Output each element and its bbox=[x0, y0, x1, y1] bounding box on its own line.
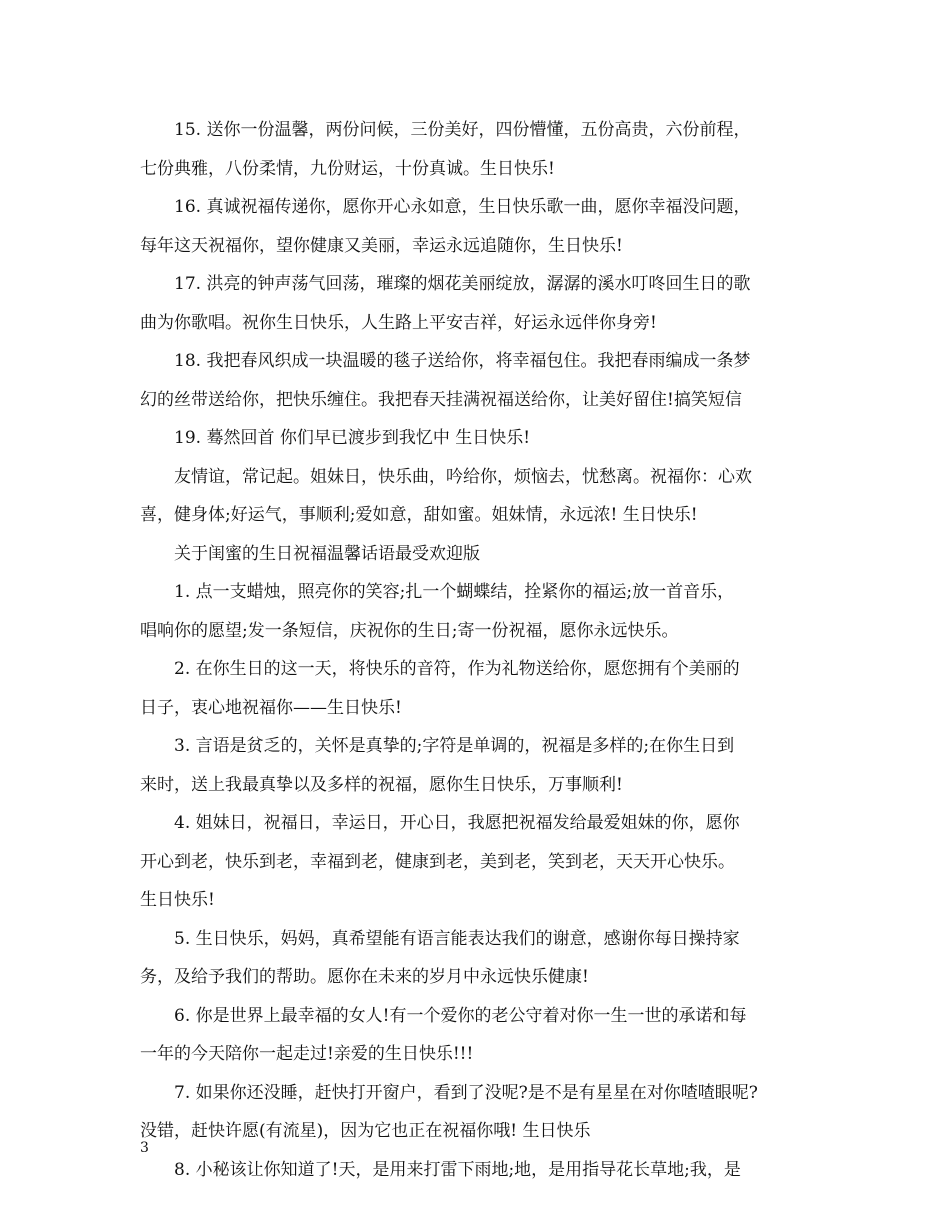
text-line: 15. 送你一份温馨，两份问候，三份美好，四份懵懂，五份高贵，六份前程， bbox=[140, 120, 751, 140]
text-line: 19. 蓦然回首 你们早已渡步到我忆中 生日快乐! bbox=[140, 428, 531, 448]
page-number: 3 bbox=[140, 1140, 149, 1156]
section-heading: 关于闺蜜的生日祝福温馨话语最受欢迎版 bbox=[140, 543, 480, 564]
text-line: 友情谊，常记起。姐妹日，快乐曲，吟给你，烦恼去，忧愁离。祝福你：心欢 bbox=[140, 466, 752, 487]
text-line: 8. 小秘该让你知道了!天，是用来打雷下雨地;地，是用指导花长草地;我，是 bbox=[140, 1159, 741, 1180]
text-line: 一年的今天陪你一起走过!亲爱的生日快乐!!! bbox=[140, 1044, 474, 1064]
document-body bbox=[140, 118, 816, 1182]
text-line: 每年这天祝福你，望你健康又美丽，幸运永远追随你，生日快乐! bbox=[140, 235, 623, 256]
text-line: 2. 在你生日的这一天，将快乐的音符，作为礼物送给你，愿您拥有个美丽的 bbox=[140, 659, 740, 679]
text-line: 唱响你的愿望;发一条短信，庆祝你的生日;寄一份祝福，愿你永远快乐。 bbox=[140, 620, 679, 641]
text-line: 务，及给予我们的帮助。愿你在未来的岁月中永远快乐健康! bbox=[140, 967, 589, 987]
text-line: 日子，衷心地祝福你——生日快乐! bbox=[140, 697, 402, 718]
text-line: 生日快乐! bbox=[140, 890, 215, 910]
text-line: 七份典雅，八份柔情，九份财运，十份真诚。生日快乐! bbox=[140, 158, 555, 179]
text-line: 喜，健身体;好运气，事顺利;爱如意，甜如蜜。姐妹情，永远浓! 生日快乐! bbox=[140, 505, 698, 525]
text-line: 3. 言语是贫乏的，关怀是真挚的;字符是单调的，祝福是多样的;在你生日到 bbox=[140, 736, 735, 756]
text-line: 7. 如果你还没睡，赶快打开窗户，看到了没呢?是不是有星星在对你喳喳眼呢? bbox=[140, 1082, 758, 1103]
text-line: 1. 点一支蜡烛，照亮你的笑容;扎一个蝴蝶结，拴紧你的福运;放一首音乐， bbox=[140, 582, 735, 602]
text-line: 16. 真诚祝福传递你，愿你开心永如意，生日快乐歌一曲，愿你幸福没问题， bbox=[140, 197, 751, 217]
text-line: 17. 洪亮的钟声荡气回荡，璀璨的烟花美丽绽放，潺潺的溪水叮咚回生日的歌 bbox=[140, 274, 751, 294]
text-line: 4. 姐妹日，祝福日，幸运日，开心日，我愿把祝福发给最爱姐妹的你，愿你 bbox=[140, 813, 740, 833]
text-line: 18. 我把春风织成一块温暖的毯子送给你，将幸福包住。我把春雨编成一条梦 bbox=[140, 351, 751, 371]
text-line: 来时，送上我最真挚以及多样的祝福，愿你生日快乐，万事顺利! bbox=[140, 774, 623, 795]
text-line: 曲为你歌唱。祝你生日快乐，人生路上平安吉祥，好运永远伴你身旁! bbox=[140, 312, 657, 333]
text-line: 开心到老，快乐到老，幸福到老，健康到老，美到老，笑到老，天天开心快乐。 bbox=[140, 851, 735, 872]
text-line: 5. 生日快乐，妈妈，真希望能有语言能表达我们的谢意，感谢你每日操持家 bbox=[140, 928, 740, 949]
text-line: 6. 你是世界上最幸福的女人!有一个爱你的老公守着对你一生一世的承诺和每 bbox=[140, 1005, 747, 1026]
text-line: 没错，赶快许愿(有流星)，因为它也正在祝福你哦! 生日快乐 bbox=[140, 1121, 591, 1141]
text-line: 幻的丝带送给你，把快乐缠住。我把春天挂满祝福送给你，让美好留住!搞笑短信 bbox=[140, 389, 742, 410]
